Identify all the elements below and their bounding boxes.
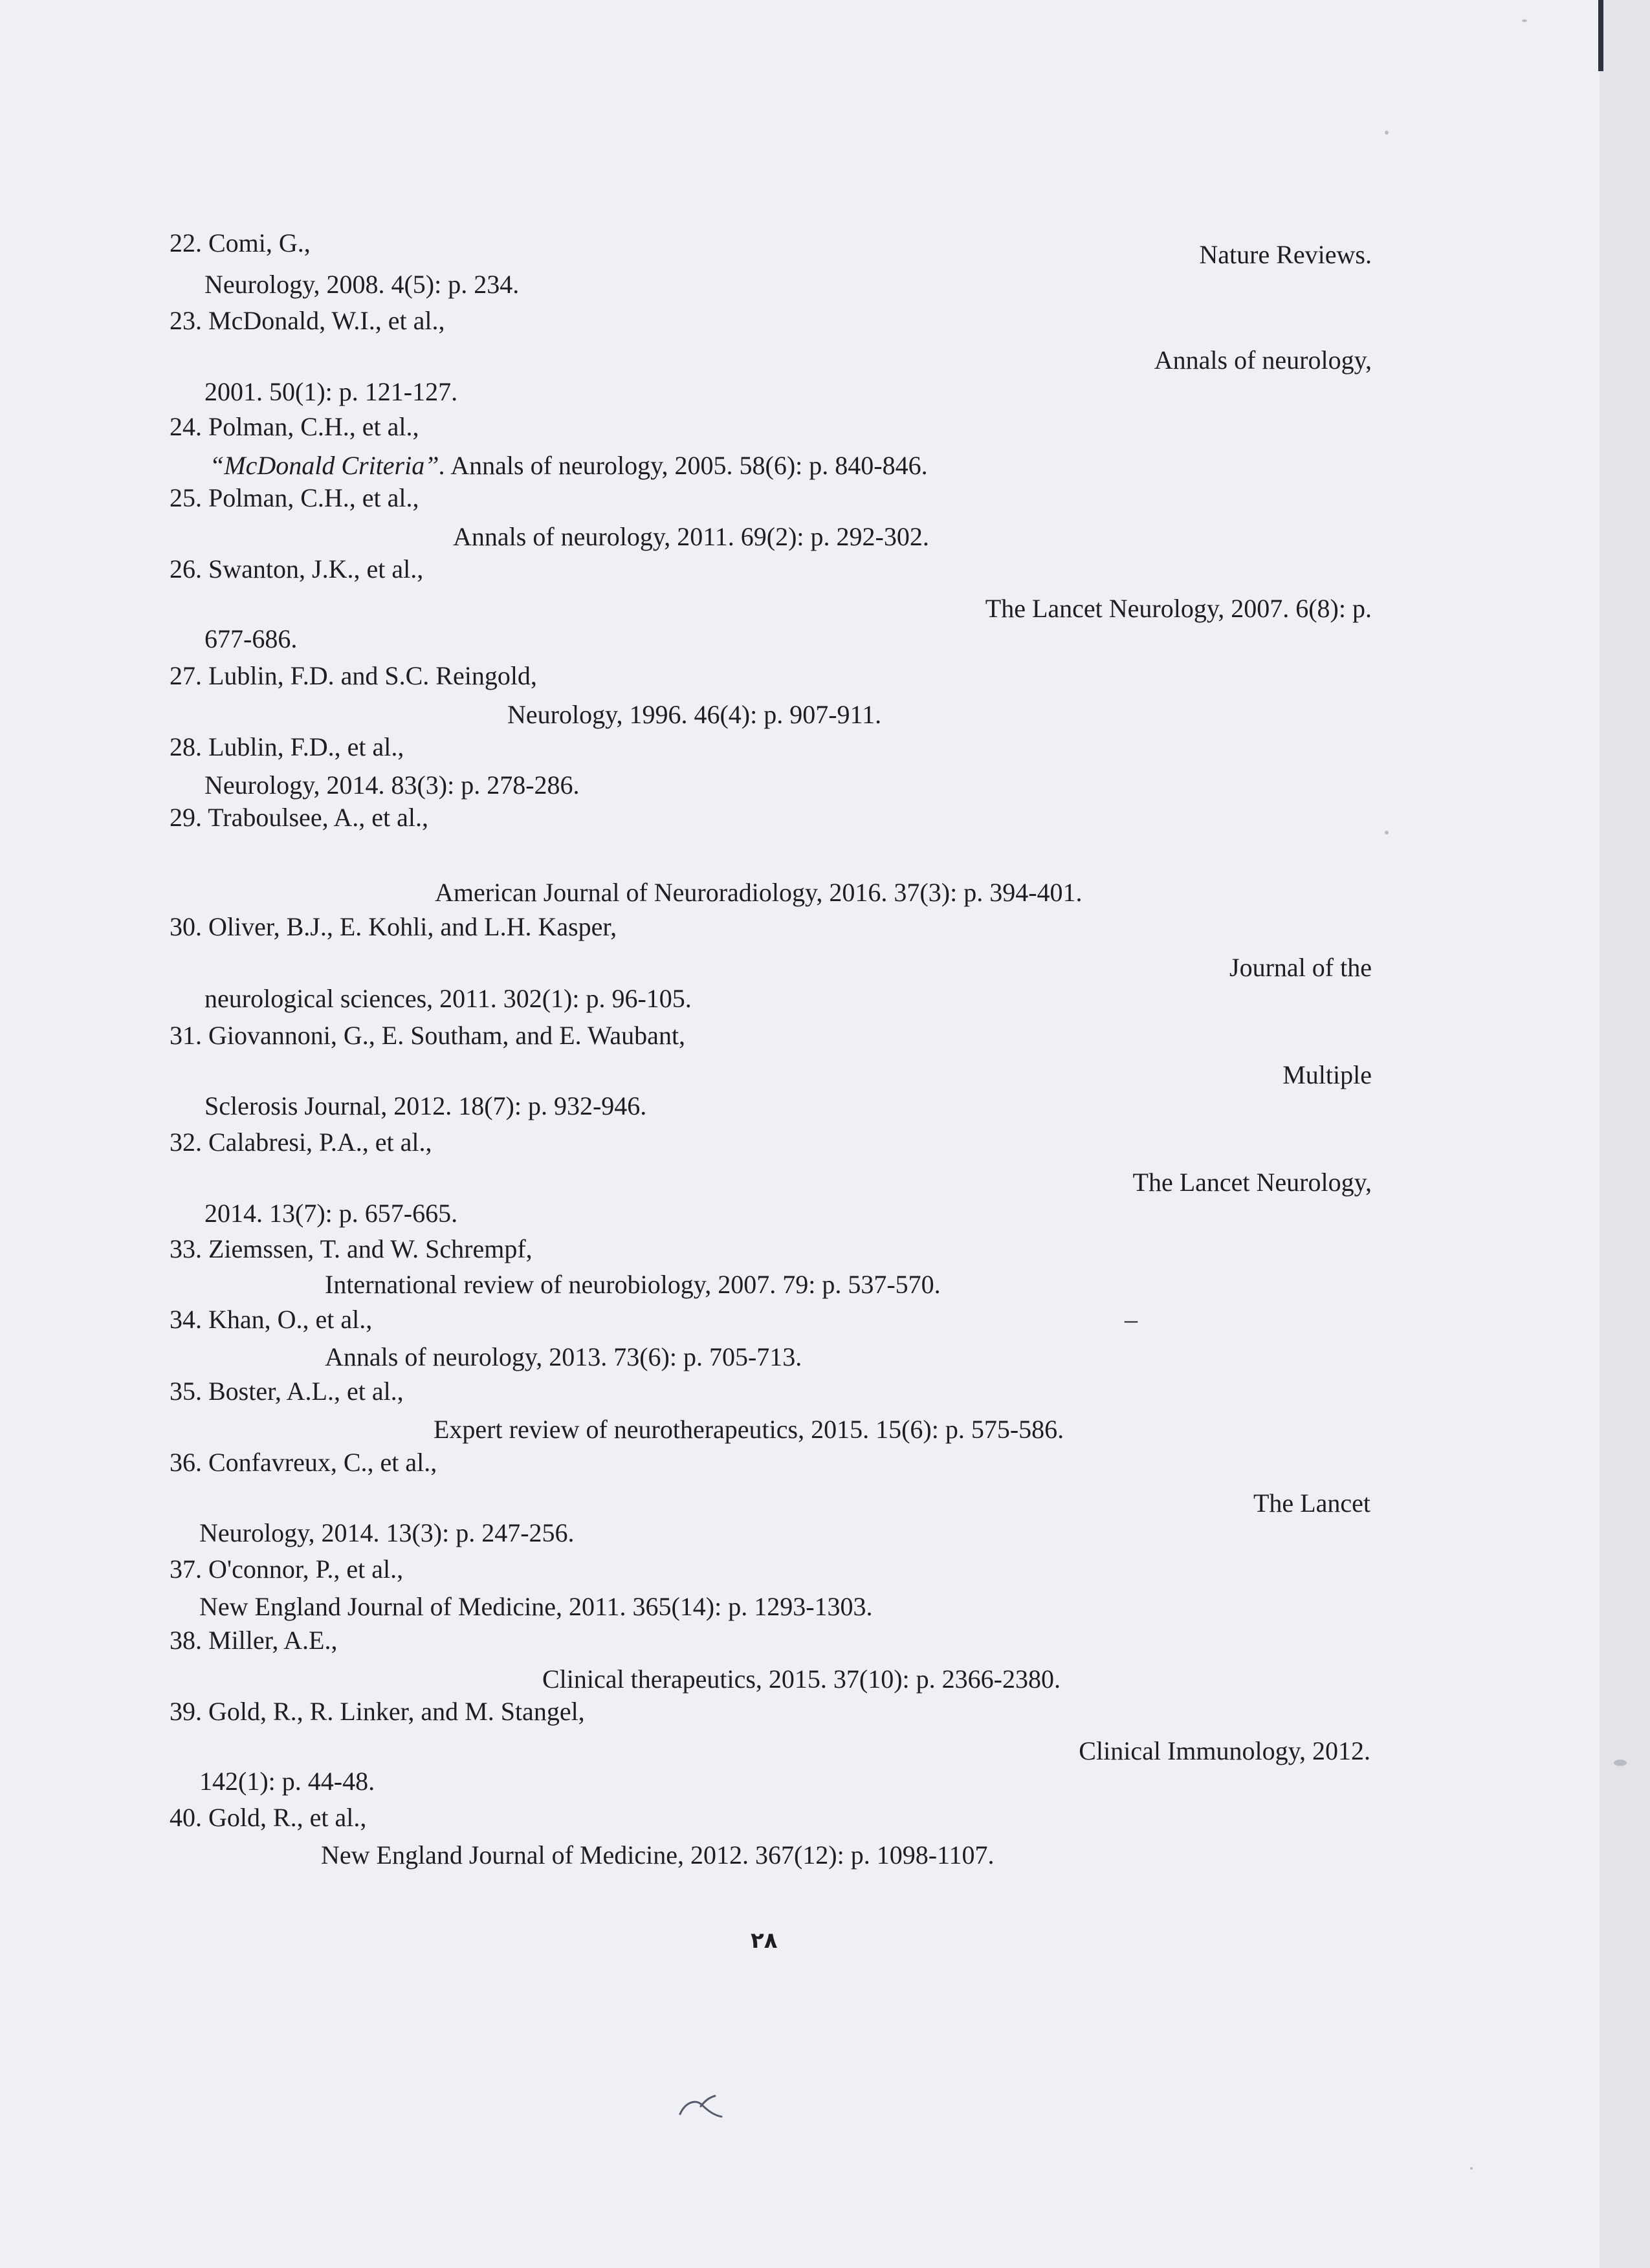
ref-39-journal: Clinical Immunology, 2012. bbox=[1079, 1736, 1370, 1765]
scan-speck bbox=[1522, 19, 1527, 22]
ref-31-journal: Multiple bbox=[1282, 1060, 1372, 1089]
scanner-edge-shadow bbox=[1598, 0, 1603, 71]
ref-29-author: 29. Traboulsee, A., et al., bbox=[170, 803, 428, 832]
ref-33-author: 33. Ziemssen, T. and W. Schrempf, bbox=[170, 1234, 533, 1263]
ref-38-author: 38. Miller, A.E., bbox=[170, 1626, 338, 1655]
ref-34-author: 34. Khan, O., et al., bbox=[170, 1305, 373, 1334]
ref-32-author: 32. Calabresi, P.A., et al., bbox=[170, 1128, 432, 1157]
ref-24-title: “McDonald Criteria”. bbox=[210, 451, 446, 480]
ref-26-journal: The Lancet Neurology, 2007. 6(8): p. bbox=[985, 594, 1372, 623]
ref-40-author: 40. Gold, R., et al., bbox=[170, 1803, 367, 1832]
handwritten-mark-icon bbox=[676, 2089, 728, 2122]
ref-30-author: 30. Oliver, B.J., E. Kohli, and L.H. Kasper, bbox=[170, 912, 617, 941]
ref-22-journal: Nature Reviews. bbox=[1199, 240, 1372, 269]
ref-27-author: 27. Lublin, F.D. and S.C. Reingold, bbox=[170, 661, 537, 690]
scan-speck bbox=[1385, 131, 1389, 135]
ref-34-source: Annals of neurology, 2013. 73(6): p. 705-713. bbox=[325, 1342, 802, 1371]
scan-speck bbox=[1385, 831, 1389, 834]
ref-32-source: 2014. 13(7): p. 657-665. bbox=[204, 1199, 458, 1228]
ref-33-source: International review of neurobiology, 2007. 79: p. 537-570. bbox=[325, 1270, 941, 1299]
ref-26-pages: 677-686. bbox=[204, 624, 298, 653]
ref-36-journal: The Lancet bbox=[1253, 1488, 1370, 1518]
ref-25-author: 25. Polman, C.H., et al., bbox=[170, 483, 419, 512]
ref-31-source: Sclerosis Journal, 2012. 18(7): p. 932-946. bbox=[204, 1091, 647, 1120]
scan-speck bbox=[1614, 1760, 1627, 1766]
ref-37-source: New England Journal of Medicine, 2011. 365(14): p. 1293-1303. bbox=[199, 1592, 873, 1621]
ref-27-source: Neurology, 1996. 46(4): p. 907-911. bbox=[507, 700, 882, 729]
scanner-edge bbox=[1600, 0, 1650, 2268]
ref-24-author: 24. Polman, C.H., et al., bbox=[170, 412, 419, 441]
ref-39-author: 39. Gold, R., R. Linker, and M. Stangel, bbox=[170, 1697, 585, 1726]
ref-31-author: 31. Giovannoni, G., E. Southam, and E. Waubant, bbox=[170, 1021, 686, 1050]
ref-28-source: Neurology, 2014. 83(3): p. 278-286. bbox=[204, 770, 580, 800]
ref-38-source: Clinical therapeutics, 2015. 37(10): p. 2366-2380. bbox=[542, 1664, 1061, 1694]
ref-24-source bbox=[210, 450, 928, 481]
ref-23-source: 2001. 50(1): p. 121-127. bbox=[204, 377, 458, 406]
ref-36-source: Neurology, 2014. 13(3): p. 247-256. bbox=[199, 1518, 575, 1547]
page-number: ۲۸ bbox=[751, 1928, 778, 1954]
ref-32-journal: The Lancet Neurology, bbox=[1132, 1168, 1372, 1197]
ref-36-author: 36. Confavreux, C., et al., bbox=[170, 1448, 437, 1477]
ref-23-author: 23. McDonald, W.I., et al., bbox=[170, 306, 445, 335]
ref-30-source: neurological sciences, 2011. 302(1): p. 96-105. bbox=[204, 984, 692, 1013]
ref-22-source: Neurology, 2008. 4(5): p. 234. bbox=[204, 270, 520, 299]
ref-35-author: 35. Boster, A.L., et al., bbox=[170, 1377, 404, 1406]
scan-speck bbox=[1470, 2167, 1473, 2170]
ref-25-source: Annals of neurology, 2011. 69(2): p. 292-302. bbox=[453, 522, 929, 551]
ref-40-source: New England Journal of Medicine, 2012. 367(12): p. 1098-1107. bbox=[321, 1840, 995, 1870]
ref-34-dash: – bbox=[1125, 1305, 1138, 1334]
ref-26-author: 26. Swanton, J.K., et al., bbox=[170, 554, 424, 583]
ref-28-author: 28. Lublin, F.D., et al., bbox=[170, 732, 404, 761]
ref-23-journal: Annals of neurology, bbox=[1154, 345, 1372, 375]
ref-37-author: 37. O'connor, P., et al., bbox=[170, 1554, 404, 1584]
ref-22-author: 22. Comi, G., bbox=[170, 228, 311, 257]
ref-35-source: Expert review of neurotherapeutics, 2015. 15(6): p. 575-586. bbox=[434, 1415, 1064, 1444]
ref-24-journal: Annals of neurology, 2005. 58(6): p. 840-846. bbox=[445, 451, 928, 480]
ref-30-journal: Journal of the bbox=[1229, 953, 1372, 982]
ref-29-source: American Journal of Neuroradiology, 2016. 37(3): p. 394-401. bbox=[435, 878, 1083, 907]
ref-39-pages: 142(1): p. 44-48. bbox=[199, 1767, 375, 1796]
